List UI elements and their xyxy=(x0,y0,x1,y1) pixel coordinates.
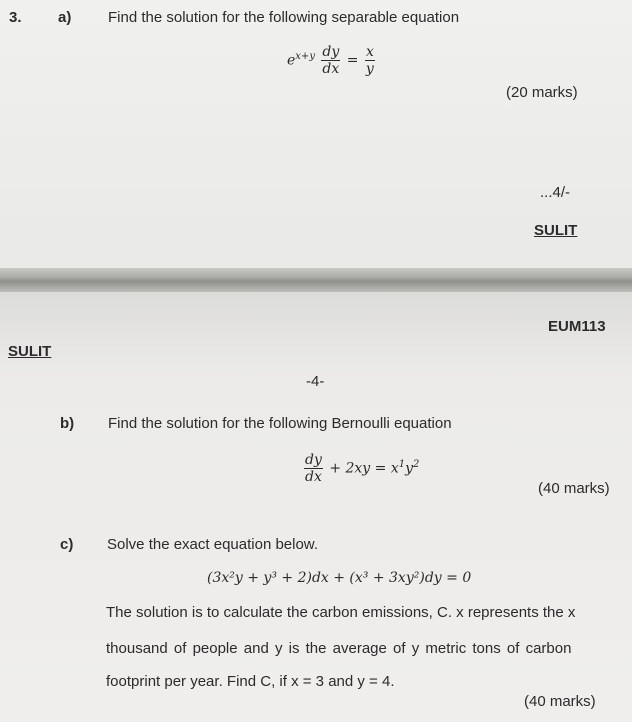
eq-a-base: e xyxy=(287,52,296,69)
course-code: EUM113 xyxy=(548,318,606,335)
eq-b-fraction-dydx: $\frac{dy}{dx}$ xyxy=(305,452,322,485)
equation-a: $e^{x+y}$ $\frac{dy}{dx}$ = $\frac{x}{y}$ xyxy=(287,44,374,77)
part-b-text: Find the solution for the following Bernoulli equation xyxy=(108,415,452,432)
page-number: -4- xyxy=(306,373,325,390)
part-b-label: b) xyxy=(60,415,75,432)
question-number: 3. xyxy=(9,9,22,26)
part-c-label: c) xyxy=(60,536,74,553)
part-c-text: Solve the exact equation below. xyxy=(107,536,318,553)
lower-page xyxy=(0,292,632,722)
page-fold xyxy=(0,268,632,292)
marks-c: (40 marks) xyxy=(524,693,596,710)
marks-a: (20 marks) xyxy=(506,84,578,101)
sulit-footer: SULIT xyxy=(534,222,578,239)
part-a-label: a) xyxy=(58,9,72,26)
marks-b: (40 marks) xyxy=(538,480,610,497)
paragraph-line-1: The solution is to calculate the carbon emissions, C. x represents the x xyxy=(106,604,576,621)
paragraph-line-3: footprint per year. Find C, if x = 3 and y = 4. xyxy=(106,673,395,690)
equation-c: (3x²y + y³ + 2)dx + (x³ + 3xy²)dy = 0 xyxy=(207,570,472,586)
upper-page xyxy=(0,0,632,282)
sulit-header: SULIT xyxy=(8,343,52,360)
part-a-text: Find the solution for the following separable equation xyxy=(108,9,460,26)
eq-a-fraction-xy: $\frac{x}{y}$ xyxy=(365,44,374,77)
paragraph-line-2: thousand of people and y is the average of y metric tons of carbon xyxy=(106,640,572,657)
equation-b: $\frac{dy}{dx}$ + $2xy = x^1y^2$ xyxy=(305,452,420,485)
eq-a-exp: x+y xyxy=(295,50,315,62)
page-continuation: ...4/- xyxy=(540,184,571,201)
eq-a-fraction-dydx: $\frac{dy}{dx}$ xyxy=(322,44,340,77)
